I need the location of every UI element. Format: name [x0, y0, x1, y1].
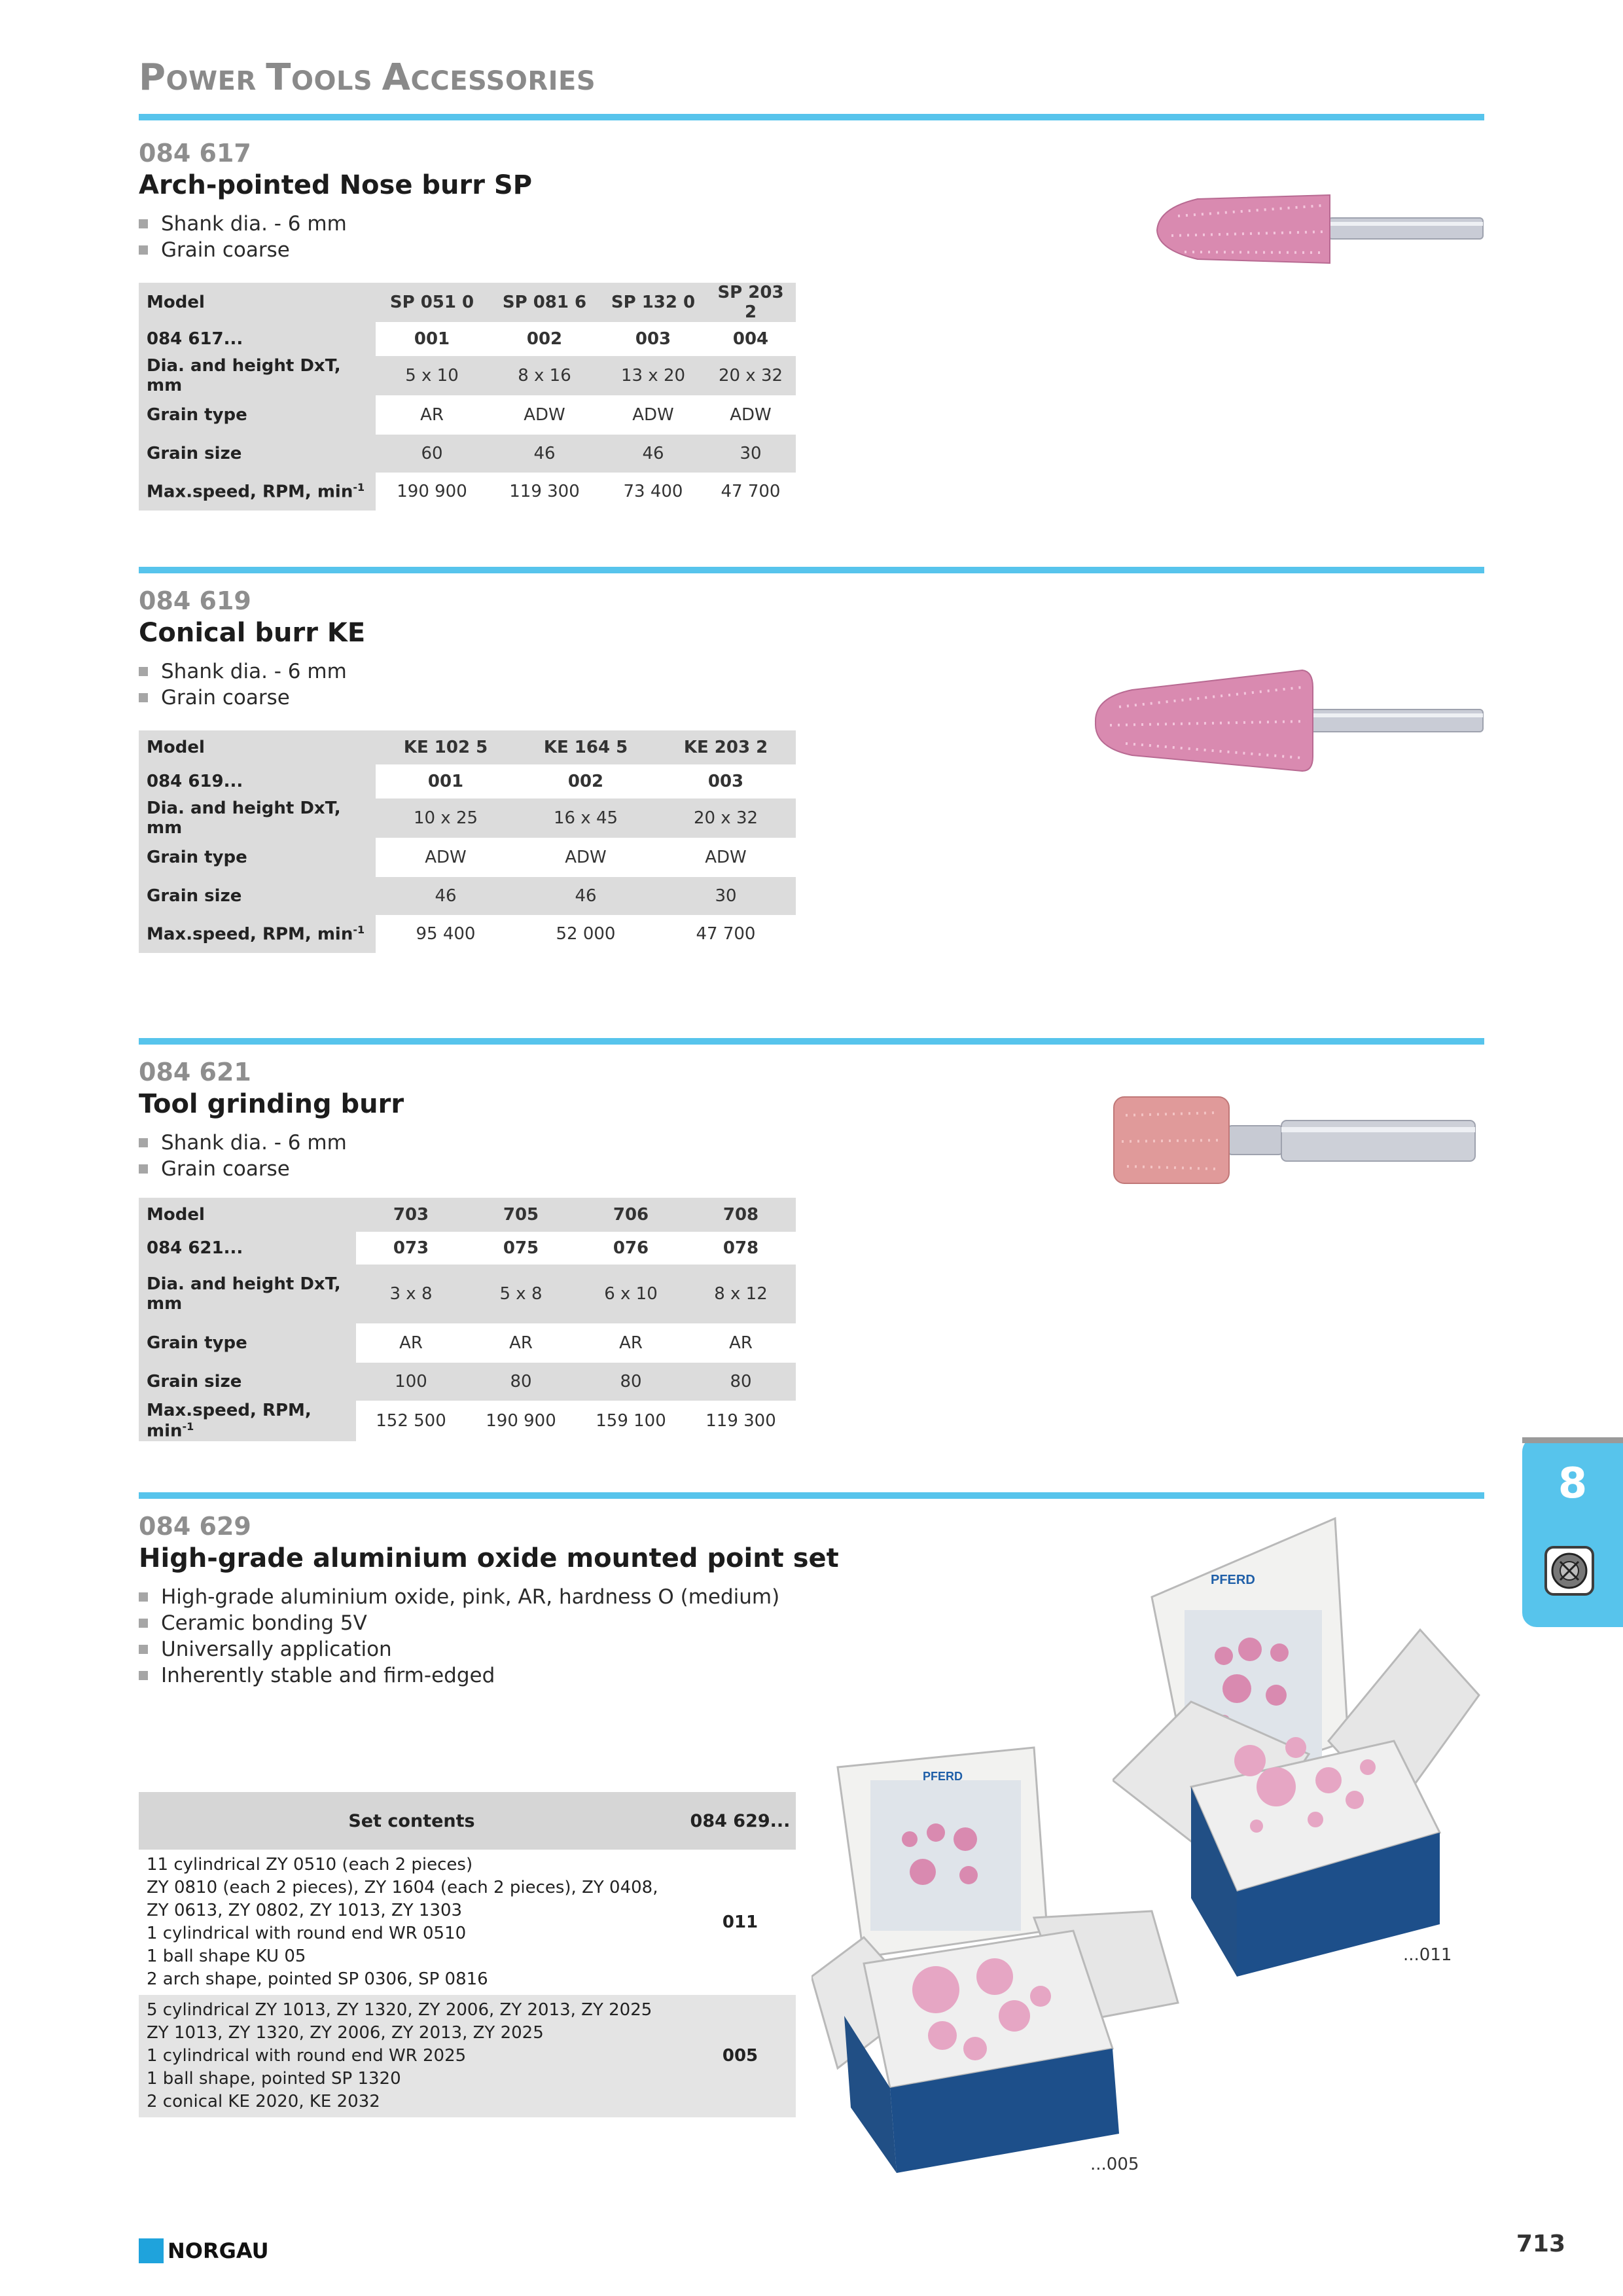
section-title: Tool grinding burr [139, 1089, 404, 1119]
row-label: Dia. and height DxT, mm [139, 798, 376, 838]
set-content-line: ZY 1013, ZY 1320, ZY 2006, ZY 2013, ZY 2025 [147, 2023, 544, 2043]
table-cell: 13 x 20 [601, 356, 705, 395]
table-cell: 703 [356, 1198, 466, 1232]
table-cell: 152 500 [356, 1401, 466, 1441]
page-title [139, 56, 596, 99]
set-content-line: ZY 0613, ZY 0802, ZY 1013, ZY 1303 [147, 1901, 463, 1920]
brand-logo-square [139, 2238, 164, 2263]
section-title: High-grade aluminium oxide mounted point set [139, 1543, 839, 1573]
table-cell: 003 [656, 764, 796, 798]
table-cell: AR [686, 1323, 796, 1363]
table-cell: 119 300 [488, 473, 601, 511]
table-cell: 6 x 10 [576, 1265, 686, 1323]
row-label: Model [139, 730, 376, 764]
set-contents-cell [139, 1995, 685, 2117]
table-cell: ADW [601, 395, 705, 435]
feature-item: Shank dia. - 6 mm [139, 658, 347, 685]
table-row [139, 877, 796, 915]
table-row [139, 1323, 796, 1363]
set-contents-cell [139, 1850, 685, 1995]
row-label: 084 619... [139, 764, 376, 798]
table-cell: 190 900 [376, 473, 488, 511]
header-rule [139, 114, 1484, 120]
table-row [139, 435, 796, 473]
section-title: Arch-pointed Nose burr SP [139, 170, 533, 200]
table-row [139, 1232, 796, 1265]
row-label: Model [139, 1198, 356, 1232]
table-row [139, 764, 796, 798]
table-cell: KE 102 5 [376, 730, 516, 764]
section-code: 084 619 [139, 586, 251, 615]
row-label: Grain type [139, 838, 376, 877]
feature-list [139, 658, 347, 711]
set-content-line: ZY 0810 (each 2 pieces), ZY 1604 (each 2 pieces), ZY 0408, [147, 1878, 658, 1897]
table-cell: 80 [686, 1363, 796, 1401]
table-cell: 47 700 [656, 915, 796, 953]
table-cell: SP 132 0 [601, 283, 705, 322]
section-rule [139, 1492, 1484, 1499]
row-label: Max.speed, RPM, $\min^{-1}$ [139, 473, 376, 511]
table-cell: 47 700 [705, 473, 796, 511]
table-cell: 5 x 10 [376, 356, 488, 395]
article-code: 005 [685, 1995, 796, 2117]
table-cell: 119 300 [686, 1401, 796, 1441]
row-label: 084 621... [139, 1232, 356, 1265]
table-cell: 705 [466, 1198, 576, 1232]
table-cell: 30 [705, 435, 796, 473]
title-word-1: POWER [139, 56, 266, 99]
article-header: 084 629... [685, 1792, 796, 1850]
title-word-3: ACCESSORIES [382, 56, 596, 99]
chapter-tab-border [1522, 1437, 1623, 1443]
table-cell: SP 081 6 [488, 283, 601, 322]
set-content-line: 5 cylindrical ZY 1013, ZY 1320, ZY 2006, ZY 2013, ZY 2025 [147, 2000, 652, 2020]
table-row [139, 1995, 796, 2117]
row-label: Model [139, 283, 376, 322]
table-cell: 46 [601, 435, 705, 473]
table-cell: 078 [686, 1232, 796, 1265]
table-row [139, 1401, 796, 1441]
table-cell: 95 400 [376, 915, 516, 953]
set-content-line: 1 cylindrical with round end WR 0510 [147, 1924, 467, 1943]
table-cell: SP 203 2 [705, 283, 796, 322]
set-content-line: 2 conical KE 2020, KE 2032 [147, 2092, 380, 2111]
table-row [139, 283, 796, 322]
row-label: 084 617... [139, 322, 376, 356]
table-header-row [139, 1792, 796, 1850]
table-cell: 001 [376, 764, 516, 798]
row-label: Dia. and height DxT, mm [139, 356, 376, 395]
feature-item: Inherently stable and firm-edged [139, 1662, 779, 1689]
feature-list [139, 211, 347, 263]
feature-list [139, 1130, 347, 1182]
table-cell: AR [376, 395, 488, 435]
set-content-line: 11 cylindrical ZY 0510 (each 2 pieces) [147, 1855, 473, 1874]
feature-item: Shank dia. - 6 mm [139, 1130, 347, 1156]
chapter-number: 8 [1558, 1460, 1588, 1508]
row-label: Grain size [139, 877, 376, 915]
table-row [139, 356, 796, 395]
table-cell: 46 [516, 877, 656, 915]
table-row [139, 730, 796, 764]
table-cell: 52 000 [516, 915, 656, 953]
table-cell: 100 [356, 1363, 466, 1401]
table-cell: 5 x 8 [466, 1265, 576, 1323]
table-cell: 46 [376, 877, 516, 915]
section-rule [139, 1038, 1484, 1045]
image-caption-005: ...005 [1090, 2155, 1139, 2174]
spec-table [139, 730, 796, 953]
set-content-line: 1 ball shape, pointed SP 1320 [147, 2069, 401, 2089]
table-cell: 001 [376, 322, 488, 356]
table-row [139, 1198, 796, 1232]
table-row [139, 473, 796, 511]
feature-item: Grain coarse [139, 1156, 347, 1182]
row-label: Grain type [139, 395, 376, 435]
table-cell: 20 x 32 [705, 356, 796, 395]
table-cell: ADW [705, 395, 796, 435]
tool-grinding-burr-image [1106, 1089, 1486, 1194]
grinding-disc-icon [1544, 1546, 1594, 1596]
table-cell: 80 [576, 1363, 686, 1401]
set-content-line: 1 cylindrical with round end WR 2025 [147, 2046, 467, 2066]
table-row [139, 322, 796, 356]
row-label: Max.speed, RPM, $\min^{-1}$ [139, 1401, 356, 1441]
table-cell: 46 [488, 435, 601, 473]
row-label: Grain type [139, 1323, 356, 1363]
section-code: 084 617 [139, 139, 251, 168]
feature-item: High-grade aluminium oxide, pink, AR, hardness O (medium) [139, 1584, 779, 1610]
table-cell: 003 [601, 322, 705, 356]
image-caption-011: ...011 [1403, 1945, 1452, 1965]
set-contents-table [139, 1792, 796, 2117]
spec-table [139, 283, 796, 511]
table-cell: AR [466, 1323, 576, 1363]
table-cell: 80 [466, 1363, 576, 1401]
table-cell: 002 [516, 764, 656, 798]
table-row [139, 798, 796, 838]
table-cell: 708 [686, 1198, 796, 1232]
row-label: Grain size [139, 1363, 356, 1401]
table-cell: AR [576, 1323, 686, 1363]
feature-list [139, 1584, 779, 1689]
table-cell: 159 100 [576, 1401, 686, 1441]
set-content-line: 2 arch shape, pointed SP 0306, SP 0816 [147, 1969, 488, 1989]
feature-item: Grain coarse [139, 237, 347, 263]
table-cell: 073 [356, 1232, 466, 1265]
row-label: Max.speed, RPM, $\min^{-1}$ [139, 915, 376, 953]
row-label: Dia. and height DxT, mm [139, 1265, 356, 1323]
table-cell: ADW [488, 395, 601, 435]
arch-pointed-burr-image [1152, 190, 1492, 268]
table-cell: ADW [656, 838, 796, 877]
table-cell: KE 203 2 [656, 730, 796, 764]
brand-name: NORGAU [168, 2238, 269, 2263]
page-number: 713 [1516, 2231, 1565, 2257]
table-cell: 20 x 32 [656, 798, 796, 838]
table-cell: 3 x 8 [356, 1265, 466, 1323]
table-row [139, 395, 796, 435]
table-row [139, 915, 796, 953]
section-code: 084 629 [139, 1512, 251, 1541]
svg-text:PFERD: PFERD [1211, 1573, 1255, 1587]
table-cell: 16 x 45 [516, 798, 656, 838]
table-row [139, 1850, 796, 1995]
svg-text:PFERD: PFERD [923, 1770, 963, 1783]
table-cell: AR [356, 1323, 466, 1363]
section-code: 084 621 [139, 1058, 251, 1086]
table-cell: 004 [705, 322, 796, 356]
table-row [139, 1363, 796, 1401]
table-cell: KE 164 5 [516, 730, 656, 764]
section-rule [139, 567, 1484, 573]
article-code: 011 [685, 1850, 796, 1995]
spec-table [139, 1198, 796, 1441]
set-contents-header: Set contents [139, 1792, 685, 1850]
set-content-line: 1 ball shape KU 05 [147, 1946, 306, 1966]
table-cell: 10 x 25 [376, 798, 516, 838]
row-label: Grain size [139, 435, 376, 473]
table-cell: 706 [576, 1198, 686, 1232]
table-cell: 73 400 [601, 473, 705, 511]
table-cell: 8 x 16 [488, 356, 601, 395]
feature-item: Shank dia. - 6 mm [139, 211, 347, 237]
table-cell: 190 900 [466, 1401, 576, 1441]
title-word-2: TOOLS [266, 56, 382, 99]
table-row [139, 838, 796, 877]
table-cell: SP 051 0 [376, 283, 488, 322]
table-cell: 076 [576, 1232, 686, 1265]
table-cell: 8 x 12 [686, 1265, 796, 1323]
conical-burr-image [1086, 661, 1492, 779]
feature-item: Ceramic bonding 5V [139, 1610, 779, 1636]
table-cell: ADW [376, 838, 516, 877]
table-cell: 30 [656, 877, 796, 915]
table-row [139, 1265, 796, 1323]
section-title: Conical burr KE [139, 618, 366, 648]
set-box-005-image [812, 1741, 1191, 2173]
table-cell: 002 [488, 322, 601, 356]
feature-item: Grain coarse [139, 685, 347, 711]
table-cell: 075 [466, 1232, 576, 1265]
table-cell: ADW [516, 838, 656, 877]
feature-item: Universally application [139, 1636, 779, 1662]
table-cell: 60 [376, 435, 488, 473]
